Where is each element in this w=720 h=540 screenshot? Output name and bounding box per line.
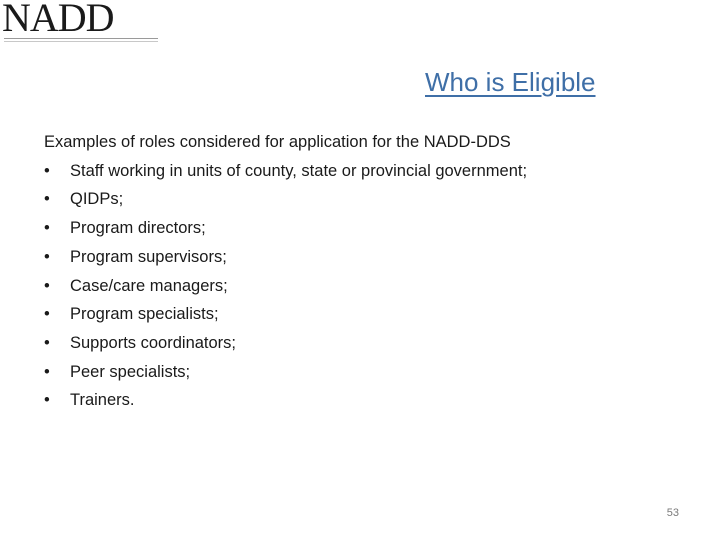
list-item <box>44 300 684 329</box>
role-text: QIDPs; <box>70 190 124 209</box>
list-item <box>44 185 684 214</box>
list-item <box>44 272 684 301</box>
list-item <box>44 157 684 186</box>
role-text: Case/care managers; <box>70 276 228 295</box>
bullet-icon: • <box>44 305 50 324</box>
page-number: 53 <box>666 507 679 519</box>
bullet-icon: • <box>44 333 50 352</box>
role-text: Staff working in units of county, state or provincial government; <box>70 161 528 180</box>
role-text: Peer specialists; <box>70 362 191 381</box>
bullet-icon: • <box>44 161 50 180</box>
slide-title: Who is Eligible <box>425 67 596 97</box>
list-item <box>44 243 684 272</box>
slide-body <box>44 128 684 415</box>
role-text: Program supervisors; <box>70 247 227 266</box>
bullet-icon: • <box>44 247 50 266</box>
intro-text: Examples of roles considered for application for the NADD-DDS <box>44 133 511 151</box>
bullet-icon: • <box>44 391 50 410</box>
list-item <box>44 358 684 387</box>
bullet-icon: • <box>44 219 50 238</box>
bullet-icon: • <box>44 362 50 381</box>
bullet-icon: • <box>44 276 50 295</box>
list-item <box>44 329 684 358</box>
nadd-logo <box>2 2 158 40</box>
role-text: Supports coordinators; <box>70 333 237 352</box>
logo-text: NADD <box>2 0 114 40</box>
role-text: Trainers. <box>70 391 135 410</box>
logo-underline <box>4 38 158 42</box>
list-item <box>44 214 684 243</box>
role-text: Program specialists; <box>70 305 219 324</box>
roles-list <box>44 157 684 415</box>
role-text: Program directors; <box>70 219 206 238</box>
list-item <box>44 386 684 415</box>
bullet-icon: • <box>44 190 50 209</box>
